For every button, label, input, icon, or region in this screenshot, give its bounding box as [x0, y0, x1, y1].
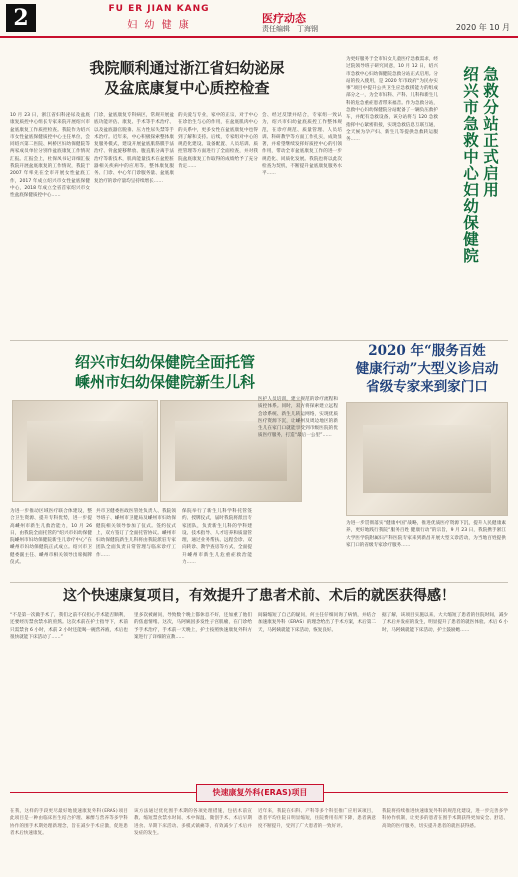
article3-col3-lower: 保院举行了新生儿科学科托管签约、授牌仪式，届时我院将派出专家团队，负责新生儿科的学科建设、技术指导、人才培养和质量管理，通过业务帮扶、远程会诊、双向转诊、教学查房等方式，全面提升嵊州市新生儿危重症救治能力…… — [182, 509, 252, 566]
article1-col2: 门诊，盆底康复专科病区，常规开展盆底功能评估、康复、手术等手术治疗、以及盆底器官脱垂、压力性尿失禁等手术治疗。近年来，中心积极探索整体康复服务模式，建设开展盆底肌筋膜手法治疗、骨盆旋移释放、腹直肌分离手法治疗等新技术，肌肉能量技术在盆腔脏器相关疾病中的应用等，整体康复服务、门诊、中心年门诊服务量、盆底康复治疗的诊疗量均呈持续增长…… — [94, 113, 174, 184]
article5-col4: 据了解，该项目实施以来，大大缩短了患者的住院时间，减少了术后并发症的发生，明显提升了患者的就医体验。术后 6 小时，马阿姨就能下床活动，护士鼓励她…… — [382, 613, 508, 633]
article3-title-line1: 绍兴市妇幼保健院全面托管 — [74, 353, 255, 371]
article3-col4: 医护人员培训，建立规范的诊疗流程和质控体系。同时，双方将探索建立远程会诊系统、新生儿转运网络，实现优质医疗资源下沉，让嵊州及周边地区的新生儿在家门口就能享受到市级医院的优质医疗服务，打造“最后一公里”…… — [258, 397, 338, 439]
box-col3: 近年来，我院在妇科、产科等多个科室推广应用该项目，患者平均住院日明显缩短，住院费用有所下降，患者满意度不断提升，受到了广大患者的一致好评。 — [258, 809, 376, 829]
masthead-logo — [84, 4, 234, 31]
article1-title-line2: 及盆底康复中心质控检查 — [104, 79, 270, 97]
article1-col4: 会、经过反馈并结合，专家组一致认为，绍兴市妇幼盆底质控工作整体规范，在诊疗规范、质量管理、人员培训、科研教学等方面工作扎实，成效显著，并希望继续发挥好质控中心的引领作用，带动全市盆底康复工作的进一步规范化、同质化发展。我院也将以此次检查为契机，不断提升盆底康复服务水平…… — [262, 113, 342, 177]
article2-title-line1: 绍兴市急救中心妇幼保健院 — [461, 66, 480, 264]
article3-title-line2: 嵊州市妇幼保健院新生儿科 — [74, 373, 255, 391]
box-title: 快速康复外科(ERAS)项目 — [196, 784, 324, 802]
header-rule — [0, 36, 518, 38]
article2-text: 为更好服务于全市妇女儿童医疗急救需求，经过院领导班子研究同意，10 月 12 日，绍兴市急救中心妇幼保健院急救分站正式启用。分站的投入使用，是 2020 年市政府“为民办实事”项目中提升公共卫生应急救援能力的组成部分之一，为全市妇科、产科、儿科和新生儿科的危急重症患者带来福音。作为急救分站，急救中心妇幼保健院分站配备了一辆负压救护车，并配有急救设备，该分站将与 120 急救指挥中心紧密衔接，实现急救信息互联互通，全天候为孕产妇、新生儿等提供急救转运服务…… — [346, 57, 438, 143]
article2-title-line2: 急救分站正式启用 — [481, 66, 500, 198]
article4-title-line1: 2020 年“服务百姓 — [368, 343, 486, 359]
article2-vertical-title — [460, 66, 500, 296]
article3-col2: 共市卫健委医政医管处负责人、我院领导班子、嵊州市卫健局及嵊州市妇幼保健院相关领导参加了仪式。签约仪式上，双方签订了全面托管协议。嵊州市妇幼保健院新生儿科将由我院派驻专家团队全面负责日常管理与临床诊疗工作…… — [96, 509, 176, 558]
article4-title — [345, 342, 509, 396]
article4-title-line3: 省级专家来到家门口 — [366, 379, 488, 395]
article4-text: 为进一步贯彻落实“健康中国”战略，推进优质医疗资源下沉，提升人民健康素养，更好地践行我院“服务百姓 健康行动”的宗旨，9 月 23 日，我院携手浙江大学医学院附属妇产科医院专家来到新昌开展大型义诊活动，为当地百姓提供家门口的省级专家诊疗服务…… — [346, 521, 506, 548]
article5-title: 这个快速康复项目，有效提升了患者术前、术后的就医获得感！ — [63, 588, 455, 604]
section-divider-2 — [10, 582, 508, 583]
page-number: 2 — [6, 4, 36, 32]
article5-col3: 间隔缩短了自己的疑问，何主任仔细问询了病情，并结合加速康复外科（ERAS）的理念给出了手术方案，术后第二天，马阿姨就能下床活动，恢复良好。 — [258, 613, 376, 633]
editor-credit: 责任编辑 丁海钢 — [262, 25, 318, 33]
article5-col1: “不是第一次做手术了，我们之前不仅担心手术能否顺利，还要经历禁食禁水的煎熬。这次术前在护士指导下，术前只需禁食 6 小时，术前 2 小时还能喝一碗营养液，术后也很快就能下床活动了……” — [10, 613, 128, 640]
article1-col1: 10 月 23 日，浙江省妇科泌尿及盆底康复质控中心组长专家来院开展绍兴市盆底康复工作质控检查。我院作为绍兴市女性盆底保健质控中心主任单位，会同绍兴第二医院、柯桥区妇幼保健院等两家成员单位分别作盆底康复工作情况汇报。汇报会上，杜保凤书记详细汇报我院开展盆底康复的工作情况，我院于 2007 年率先在全市开展女性盆底工作，2017 年成立绍兴市女性盆底保健中心，2018 年成立全省首家绍兴市女性盆底保健质控中心…… — [10, 113, 90, 199]
box-col1: 在我，这样的手段更尽最好地使速康复外科(ERAS)项目 此项目是一种由临床医生结合护理、麻醉与营养等多学科协作的围手术期处理新理念，旨在减少手术应激，促进患者术后快速康复。 — [10, 809, 128, 837]
article1-col3: 的关爱与专业，家中的正宗，对于中心在诊治生与心的作用，在盆底肌肉中心的关系中，更多女性在盆底康复中也得到了解和支持。后续，专家组对中心的规范化建设、设备配置、人员培训、质控管理等方面进行了全面检查，并对我院盆底康复工作取得的成绩给予了充分肯定…… — [178, 113, 258, 170]
article5-col2: 里多次被耐问，导致数个晚上都休息不好，还加重了他们的焦虑情绪。这次，马阿姨因多发性子宫肌瘤，在门诊给予手术治疗，手术前一天晚上，护士按照快速康复外科方案进行了详细的宣教…… — [134, 613, 252, 640]
article1-title-line1: 我院顺利通过浙江省妇幼泌尿 — [89, 59, 285, 77]
masthead-cn: 妇 幼 健 康 — [127, 20, 191, 31]
article3-title — [20, 352, 310, 392]
section-divider-1 — [10, 340, 508, 341]
box-col2: 该方法通过优化围手术期的各项处理措施，包括术前宣教、缩短禁食禁水时间、术中保温、微创手术、术后早期进食、早期下床活动、多模式镇痛等，有效减少了术后并发症的发生。 — [134, 809, 252, 837]
article4-title-line2: 健康行动”大型义诊启动 — [355, 361, 499, 377]
article3-photo-1 — [12, 400, 158, 502]
article3-col1: 为进一步推动区域医疗联合体建设，整合卫生资源、提升专科优势，进一步提高嵊州市新生儿救治能力，10 月 26 日，由我院全面托管的“绍兴市妇幼保健院嵊州市妇幼保健院新生儿诊疗中心”在嵊州市妇幼保健院正式成立。绍兴市卫健委副主任、嵊州市相关领导出席揭牌仪式。 — [10, 509, 92, 566]
article4-photo — [346, 402, 508, 516]
masthead-en: FU ER JIAN KANG — [108, 4, 210, 14]
box-col4: 我院将持续推进快速康复外科的规范化建设，进一步完善多学科协作机制，让更多的患者在围手术期获得更加安全、舒适、高效的医疗服务，切实提升患者的就医获得感。 — [382, 809, 508, 829]
issue-date: 2020 年 10 月 — [455, 23, 510, 32]
section-name: 医疗动态 — [262, 12, 306, 25]
